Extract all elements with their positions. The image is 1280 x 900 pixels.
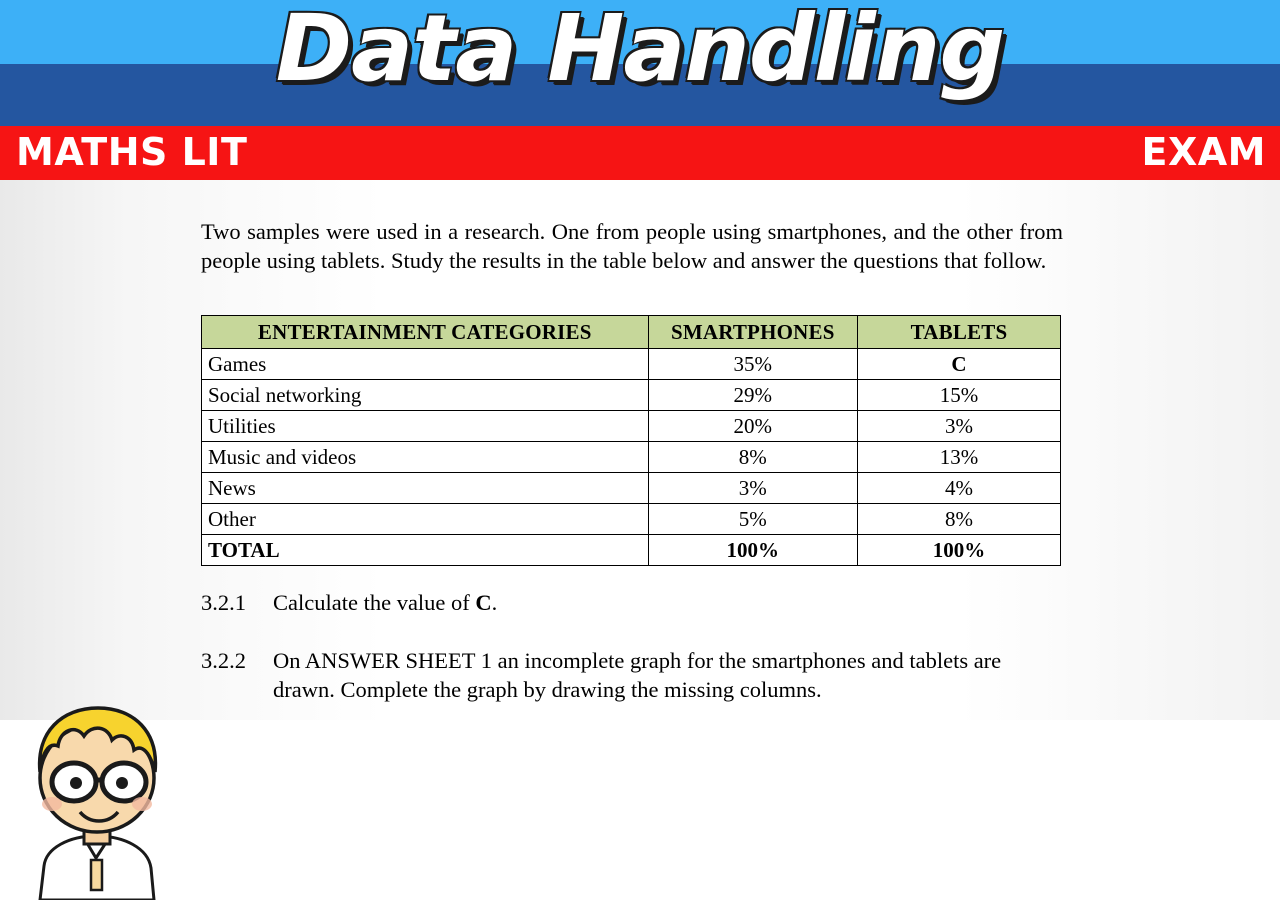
mascot-illustration	[14, 680, 184, 900]
question-text: On ANSWER SHEET 1 an incomplete graph for the smartphones and tablets are drawn. Complete the graph by drawing the missing columns.	[273, 648, 1002, 702]
cell-smartphones: 20%	[648, 411, 857, 442]
cell-category: News	[202, 473, 649, 504]
cell-tablets: 8%	[858, 504, 1061, 535]
header-banner	[0, 0, 1280, 180]
cell-tablets: 100%	[858, 535, 1061, 566]
table-row-total	[202, 535, 1061, 566]
banner-title: Data Handling	[275, 0, 1005, 102]
question-text-before: Calculate the value of	[273, 590, 476, 615]
cell-category: Other	[202, 504, 649, 535]
cell-smartphones: 3%	[648, 473, 857, 504]
table-row	[202, 473, 1061, 504]
entertainment-categories-table	[201, 315, 1061, 566]
cell-category: TOTAL	[202, 535, 649, 566]
question-number: 3.2.2	[201, 648, 246, 673]
table-row	[202, 442, 1061, 473]
banner-subject-label: MATHS LIT	[16, 130, 248, 174]
question-variable: C	[475, 590, 492, 615]
question-text	[273, 588, 1063, 617]
worksheet-page	[0, 180, 1280, 720]
cell-smartphones: 8%	[648, 442, 857, 473]
cell-category: Games	[202, 349, 649, 380]
intro-paragraph: Two samples were used in a research. One from people using smartphones, and the other from people using tablets. Study the results in the table below and answer the questions that follow.	[201, 218, 1063, 273]
cell-smartphones: 100%	[648, 535, 857, 566]
cell-smartphones: 29%	[648, 380, 857, 411]
cell-smartphones: 35%	[648, 349, 857, 380]
table-row	[202, 380, 1061, 411]
cell-tablets: 4%	[858, 473, 1061, 504]
table-header-tablets: TABLETS	[858, 316, 1061, 349]
table-header	[202, 316, 1061, 349]
question-text-after: .	[491, 590, 498, 615]
question-number: 3.2.1	[201, 590, 246, 615]
cell-tablets: 3%	[858, 411, 1061, 442]
banner-exam-label: EXAM	[1141, 130, 1266, 174]
table-row	[202, 349, 1061, 380]
table-row	[202, 504, 1061, 535]
cell-tablets: C	[858, 349, 1061, 380]
question-3-2-1	[201, 588, 1063, 617]
cell-category: Utilities	[202, 411, 649, 442]
table-row	[202, 411, 1061, 442]
table-header-smartphones: SMARTPHONES	[648, 316, 857, 349]
question-3-2-2	[201, 646, 1063, 704]
table-header-categories: ENTERTAINMENT CATEGORIES	[202, 316, 649, 349]
cell-category: Social networking	[202, 380, 649, 411]
cell-category: Music and videos	[202, 442, 649, 473]
cell-smartphones: 5%	[648, 504, 857, 535]
cell-tablets: 15%	[858, 380, 1061, 411]
table-body	[202, 349, 1061, 566]
table-header-row	[202, 316, 1061, 349]
cell-tablets: 13%	[858, 442, 1061, 473]
